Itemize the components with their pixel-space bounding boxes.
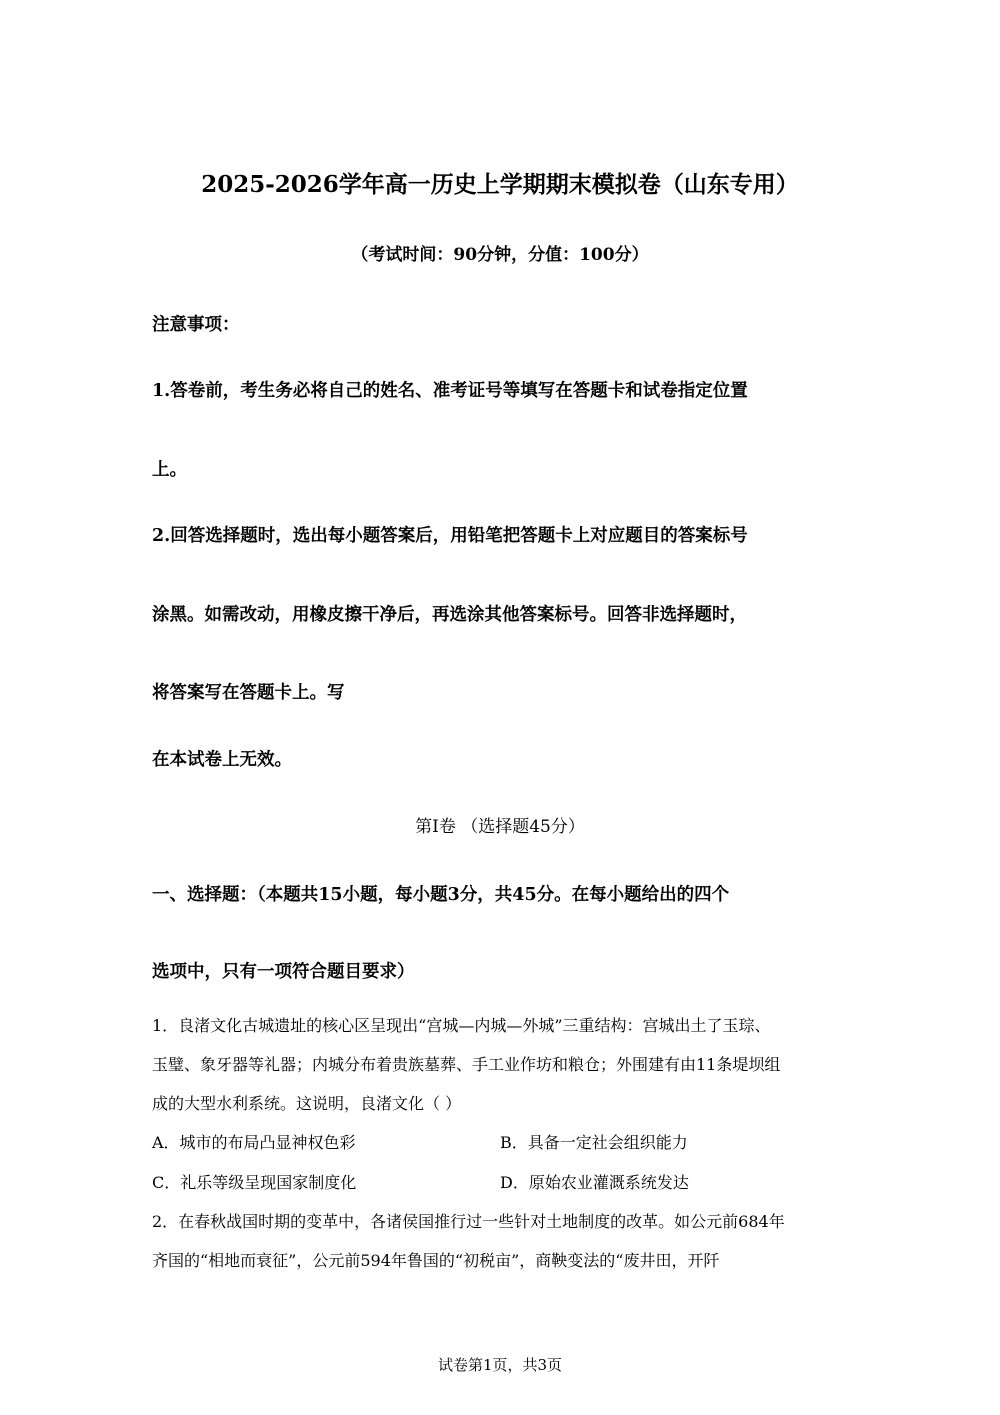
question-1-stem: 玉璧、象牙器等礼器；内城分布着贵族墓葬、手工业作坊和粮仓；外围建有由11条堤坝组 bbox=[152, 1055, 781, 1074]
part1-title: 第Ⅰ卷 （选择题45分） bbox=[415, 817, 585, 837]
question-1-stem: 成的大型水利系统。这说明，良渚文化（ ） bbox=[152, 1094, 462, 1113]
question-1-option-a: A．城市的布局凸显神权色彩 bbox=[152, 1133, 356, 1152]
question-1-option-c: C．礼乐等级呈现国家制度化 bbox=[152, 1173, 357, 1192]
notice-line: 1.答卷前，考生务必将自己的姓名、准考证号等填写在答题卡和试卷指定位置 bbox=[152, 381, 748, 401]
question-1-stem: 1．良渚文化古城遗址的核心区呈现出“宫城—内城—外城”三重结构：宫城出土了玉琮、 bbox=[152, 1016, 771, 1035]
notice-line: 在本试卷上无效。 bbox=[152, 750, 292, 770]
section-instruction: 一、选择题：（本题共15小题，每小题3分，共45分。在每小题给出的四个 bbox=[152, 885, 730, 905]
section-instruction: 选项中，只有一项符合题目要求） bbox=[152, 962, 415, 982]
exam-subtitle: （考试时间：90分钟，分值：100分） bbox=[351, 245, 649, 265]
question-1-option-d: D．原始农业灌溉系统发达 bbox=[500, 1173, 689, 1192]
question-2-stem: 2．在春秋战国时期的变革中，各诸侯国推行过一些针对土地制度的改革。如公元前684年 bbox=[152, 1212, 785, 1231]
notice-line: 涂黑。如需改动，用橡皮擦干净后，再选涂其他答案标号。回答非选择题时， bbox=[152, 605, 747, 625]
question-2-stem: 齐国的“相地而衰征”，公元前594年鲁国的“初税亩”，商鞅变法的“废井田，开阡 bbox=[152, 1251, 720, 1270]
notice-heading: 注意事项： bbox=[152, 315, 240, 335]
exam-title: 2025-2026学年高一历史上学期期末模拟卷（山东专用） bbox=[201, 171, 799, 198]
notice-line: 上。 bbox=[152, 460, 187, 480]
notice-line: 2.回答选择题时，选出每小题答案后，用铅笔把答题卡上对应题目的答案标号 bbox=[152, 526, 748, 546]
notice-line: 将答案写在答题卡上。写 bbox=[152, 683, 345, 703]
page-footer: 试卷第1页，共3页 bbox=[437, 1356, 563, 1374]
question-1-option-b: B．具备一定社会组织能力 bbox=[500, 1133, 688, 1152]
